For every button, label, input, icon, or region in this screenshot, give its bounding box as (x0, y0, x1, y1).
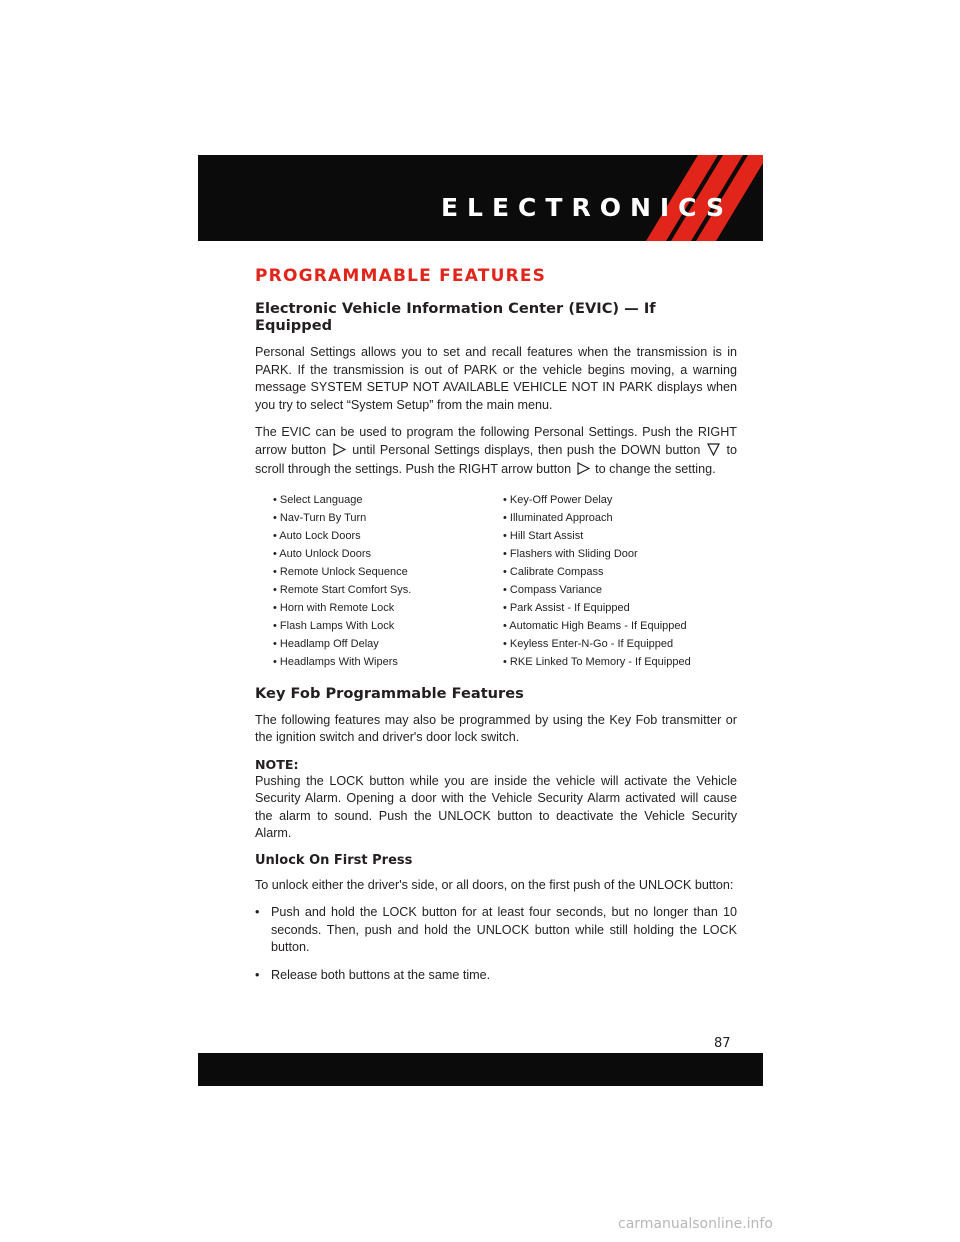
list-item: • Push and hold the LOCK button for at least four seconds, but no longer than 10 seconds. Then, push and hold the UNLOCK button while still holding the LOCK button. (255, 904, 737, 957)
feature-item: • Keyless Enter-N-Go - If Equipped (503, 637, 674, 650)
right-arrow-button-icon (577, 462, 590, 481)
feature-item: • Hill Start Assist (503, 529, 584, 542)
feature-item: • Select Language (273, 493, 363, 506)
evic-heading: Electronic Vehicle Information Center (EVIC) — If Equipped (255, 300, 656, 334)
page-content (255, 266, 737, 994)
feature-item: • Headlamps With Wipers (273, 655, 398, 668)
feature-item: • Headlamp Off Delay (273, 637, 379, 650)
evic-p2-text-2: until Personal Settings displays, then push the DOWN button (352, 442, 701, 457)
feature-item: • Illuminated Approach (503, 511, 613, 524)
feature-item: • Flash Lamps With Lock (273, 619, 395, 632)
section-header-band (198, 155, 763, 241)
note-text: Pushing the LOCK button while you are inside the vehicle will activate the Vehicle Security Alarm. Opening a door with the Vehicle Security Alarm activated will cause the alarm to sound. Push the UNLOCK button to deactivate the Vehicle Security Alarm. (255, 773, 737, 840)
keyfob-heading: Key Fob Programmable Features (255, 684, 524, 702)
feature-item: • Remote Unlock Sequence (273, 565, 408, 578)
keyfob-paragraph: The following features may also be programmed by using the Key Fob transmitter or the ignition switch and driver's door lock switch. (255, 712, 737, 744)
page-number: 87 (714, 1036, 731, 1051)
evic-paragraph-2 (255, 424, 737, 481)
personal-settings-list (273, 491, 737, 671)
feature-item: • Remote Start Comfort Sys. (273, 583, 412, 596)
feature-item: • Compass Variance (503, 583, 603, 596)
right-arrow-button-icon (333, 443, 346, 462)
footer-band (198, 1053, 763, 1086)
feature-item: • RKE Linked To Memory - If Equipped (503, 655, 691, 668)
feature-item: • Key-Off Power Delay (503, 493, 613, 506)
unlock-paragraph: To unlock either the driver's side, or all doors, on the first push of the UNLOCK button: (255, 877, 734, 892)
unlock-steps (255, 904, 737, 984)
feature-item: • Automatic High Beams - If Equipped (503, 619, 687, 632)
unlock-heading: Unlock On First Press (255, 852, 413, 868)
evic-p2-text-3: to scroll through the settings. Push the RIGHT arrow button (255, 442, 738, 476)
feature-item: • Park Assist - If Equipped (503, 601, 630, 614)
feature-item: • Flashers with Sliding Door (503, 547, 638, 560)
page-heading: PROGRAMMABLE FEATURES (255, 266, 547, 286)
down-arrow-button-icon (707, 443, 720, 462)
feature-item: • Nav-Turn By Turn (273, 511, 367, 524)
feature-item: • Auto Unlock Doors (273, 547, 372, 560)
section-title: ELECTRONICS (440, 193, 733, 222)
feature-item: • Calibrate Compass (503, 565, 604, 578)
list-item: • Release both buttons at the same time. (255, 967, 737, 985)
evic-p2-text-4: to change the setting. (595, 462, 716, 476)
watermark: carmanualsonline.info (618, 1216, 773, 1232)
feature-item: • Auto Lock Doors (273, 529, 361, 542)
feature-item: • Horn with Remote Lock (273, 601, 395, 614)
evic-paragraph-1: Personal Settings allows you to set and recall features when the transmission is in PARK. If the transmission is out of PARK or the vehicle begins moving, a warning message SYSTEM SETUP NOT AVAILABLE VEHICLE NOT IN PARK displays when you try to select “System Setup” from the main menu. (255, 345, 737, 412)
note-label: NOTE: (255, 756, 299, 772)
evic-p2-text-1: The EVIC can be used to program the following Personal Settings. Push the RIGHT arrow button (255, 425, 737, 457)
